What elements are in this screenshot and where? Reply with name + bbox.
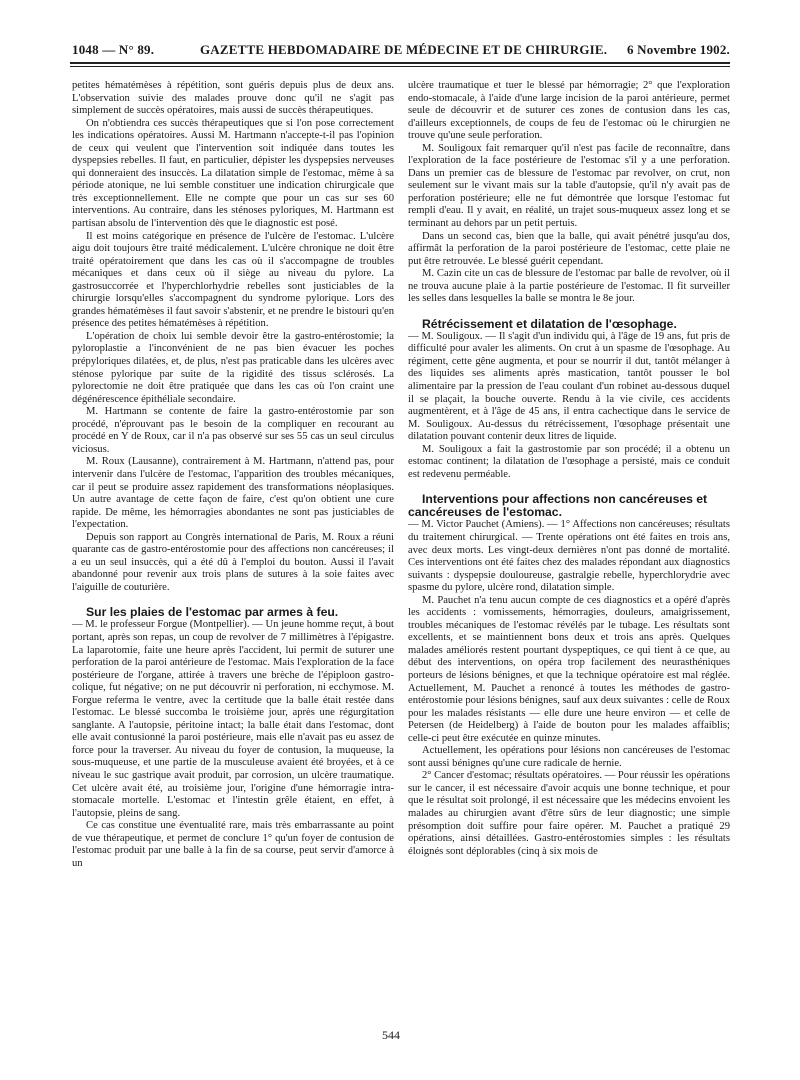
paragraph: Ce cas constitue une éventualité rare, mais très embarrassante au point de vue thérapeutique, et permet de conclure 1° qu'un foyer de contusion de l'estomac produit par une balle à la fin de sa course, peut servir d'amorce à un	[72, 820, 394, 869]
section-heading-oesophagus: Rétrécissement et dilatation de l'œsophage.	[422, 316, 677, 331]
paragraph: M. Hartmann se contente de faire la gastro-entérostomie par son procédé, n'éprouvant pas le besoin de la compliquer en recourant au procédé en Y de Roux, car il n'a pas observé sur ses 55 cas un seul circulus viciosus.	[72, 406, 394, 455]
paragraph: petites hématémèses à répétition, sont guéris depuis plus de deux ans. L'observation suivie des malades prouve donc qu'il ne s'agit pas simplement de succès opératoires, mais aussi de succès thérapeutiques.	[72, 80, 394, 117]
journal-title: GAZETTE HEBDOMADAIRE DE MÉDECINE ET DE CHIRURGIE.	[200, 42, 608, 57]
paragraph: — M. Souligoux. — Il s'agit d'un individu qui, à l'âge de 19 ans, fut pris de difficulté pour avaler les aliments. On crut à un spasme de l'œsophage. Au régiment, cette gêne augmenta, et pour se nourrir il dut, tantôt mélanger à des liquides ses aliments après mastication, tantôt pousser le bol alimentaire par la pression de l'eau coulant d'un robinet au-dessous duquel il se plaçait, la bouche ouverte. Rendu à la vie civile, ces accidents augmentèrent, et à l'âge de 45 ans, il entra cachectique dans le service de M. Souligoux. Au-dessus du rétrécissement, l'œsophage présentait une dilatation pouvant contenir deux litres de liquide.	[408, 330, 730, 443]
paragraph: On n'obtiendra ces succès thérapeutiques que si l'on pose correctement les indications opératoires. Aussi M. Hartmann n'accepte-t-il pas l'opinion de ceux qui veulent que l'intervention soit indiquée dans toutes les dyspepsies rebelles. Il faut, en particulier, dépister les dyspepsies nerveuses qui donneraient des insuccès. La dilatation simple de l'estomac, même à sa période atonique, ne lui semble constituer une indication chirurgicale que très exceptionnellement. Elle ne compte que pour un cas sur ses 60 interventions. Au contraire, dans les sténoses pyloriques, M. Hartmann est partisan absolu de l'intervention dès que le diagnostic est posé.	[72, 117, 394, 230]
paragraph: Depuis son rapport au Congrès international de Paris, M. Roux a réuni quarante cas de gastro-entérostomie pour des affections non cancéreuses; il a eu un seul insuccès, qui a été dû à l'emploi du bouton. Aussi il l'avait abandonné pour revenir aux trois plans de sutures à la soie faites avec l'aiguille de couturière.	[72, 531, 394, 593]
section-heading-gunshot-wounds: Sur les plaies de l'estomac par armes à feu.	[86, 605, 339, 620]
issue-number: 1048 — N° 89.	[72, 42, 155, 57]
right-column	[408, 80, 730, 858]
issue-date: 6 Novembre 1902.	[627, 42, 730, 57]
paragraph: — M. Victor Pauchet (Amiens). — 1° Affections non cancéreuses; résultats du traitement chirurgical. — Trente opérations ont été faites en trois ans, avec deux morts. Les vingt-deux dernières n'ont pas donné de mortalité. Ces interventions ont été faites chez des malades répondant aux diagnostics suivants : dyspepsie douloureuse, gastralgie rebelle, hyperchlorydrie avec spasme du pylore, ulcère rond, dilatation simple.	[408, 519, 730, 594]
paragraph: 2° Cancer d'estomac; résultats opératoires. — Pour réussir les opérations sur le cancer, il est nécessaire d'avoir acquis une bonne technique, et pour que le résultat soit prolongé, il est nécessaire que les médecins envoient les malades au chirurgien avant d'être sûrs de leur diagnostic; une simple présomption doit suffire pour faire opérer. M. Pauchet a pratiqué 29 opérations, ainsi détaillées. Gastro-entérostomies simples : les résultats éloignés sont déplorables (cinq à six mois de	[408, 770, 730, 857]
left-column	[72, 80, 394, 870]
paragraph: ulcère traumatique et tuer le blessé par hémorragie; 2° que l'exploration endo-stomacale, à l'aide d'une large incision de la paroi antérieure, permet seule de découvrir et de suturer ces zones de contusion dans les cas, d'ailleurs exceptionnels, de coups de feu de l'estomac où le chirurgien ne trouve qu'une seule perforation.	[408, 80, 730, 142]
page-number: 544	[382, 1028, 400, 1042]
header-rule-thin	[70, 66, 730, 67]
paragraph: Actuellement, les opérations pour lésions non cancéreuses de l'estomac sont aussi bénignes qu'une cure radicale de hernie.	[408, 745, 730, 769]
running-header	[70, 42, 730, 64]
section-heading-stomach-interventions: Interventions pour affections non cancéreuses et cancéreuses de l'estomac.	[408, 492, 708, 520]
paragraph: M. Souligoux fait remarquer qu'il n'est pas facile de reconnaître, dans l'exploration de la face postérieure de l'estomac s'il y a une perforation. Dans un premier cas de blessure de l'estomac par revolver, on crut, non seulement sur le vivant mais sur la table d'autopsie, qu'il n'y avait pas de perforation postérieure; elle ne fut démontrée que lorsque l'estomac fut rempli d'eau. Il y avait, en réalité, un trajet sous-muqueux assez long et se terminant au dehors par un petit pertuis.	[408, 142, 730, 230]
paragraph: Dans un second cas, bien que la balle, qui avait pénétré jusqu'au dos, affirmât la perforation de la paroi postérieure de l'estomac, cette plaie ne put être retrouvée. Le blessé guérit cependant.	[408, 230, 730, 267]
paragraph: M. Souligoux a fait la gastrostomie par son procédé; il a obtenu un estomac continent; la dilatation de l'œsophage a persisté, mais ce conduit est redevenu perméable.	[408, 443, 730, 480]
paragraph: M. Pauchet n'a tenu aucun compte de ces diagnostics et a opéré d'après les accidents : vomissements, hémorragies, douleurs, amaigrissement, troubles mécaniques de l'estomac révélés par le tubage. Les résultats sont excellents, et se maintiennent bons deux et trois ans après. Quelques malades améliorés restent pourtant dyspeptiques, ce qui tient à ce que, au début des interventions, on opéra trop facilement des neurasthéniques porteurs de lésions bénignes, et que la technique opératoire est mal réglée. Actuellement, M. Pauchet a renoncé à toutes les méthodes de gastro-entérostomie pour lésions bénignes, sauf aux deux suivantes : celle de Roux pour les malades résistants — elle dure une heure environ — et celle de Petersen (de Heidelberg) à l'aide de bouton pour les malades affaiblis; celle-ci peut être exécutée en quinze minutes.	[408, 594, 730, 744]
header-rule-thick	[70, 62, 730, 64]
paragraph: M. Roux (Lausanne), contrairement à M. Hartmann, n'attend pas, pour intervenir dans l'ulcère de l'estomac, l'apparition des troubles mécaniques, car il peut se produire assez rapidement des transformations néoplasiques. Un autre avantage de cette façon de faire, c'est qu'on obtient une cure rapide. De même, les hémorragies abondantes ne sont pas justiciables de l'expectation.	[72, 456, 394, 531]
paragraph: M. Cazin cite un cas de blessure de l'estomac par balle de revolver, où il ne trouva aucune plaie à la partie postérieure de l'estomac. Il fit surveiller les selles dans lesquelles la balle se montra le 8e jour.	[408, 268, 730, 305]
paragraph: Il est moins catégorique en présence de l'ulcère de l'estomac. L'ulcère aigu doit toujours être traité médicalement. L'ulcère chronique ne doit être traité opératoirement que dans les cas où il s'accompagne de troubles mécaniques et dans ceux où il siège au niveau du pylore. La gastrosuccorrée et l'hyperchlorhydrie rebelles sont justiciables de la chirurgie lorsqu'elles s'accompagnent du syndrome pylorique. Lors des grandes hématémèses il faut savoir s'abstenir, et ne prendre le bistouri qu'en présence des petites hématémèses à répétition.	[72, 230, 394, 330]
paragraph: L'opération de choix lui semble devoir être la gastro-entérostomie; la pyloroplastie a l'inconvénient de ne pas bien évacuer les poches prépyloriques dilatées, et, de plus, n'est pas praticable dans les ulcères avec sténose pylorique par suite de la rigidité des tissus sclérosés. La pylorectomie ne doit être pratiquée que dans les cas où l'on craint une dégénérescence épithéliale secondaire.	[72, 330, 394, 405]
paragraph: — M. le professeur Forgue (Montpellier). — Un jeune homme reçut, à bout portant, après son repas, un coup de revolver de 7 millimètres à l'épigastre. La laparotomie, faite une heure après l'accident, lui permit de suturer une perforation de la paroi antérieure de l'estomac. Mais l'exploration de la face postérieure de l'organe, attirée à travers une brèche de l'épiploon gastro-colique, fut négative; on ne put découvrir ni perforation, ni ecchymose. M. Forgue referma le ventre, avec la certitude que la balle était restée dans l'estomac. Le blessé succomba le troisième jour, après une régurgitation sanglante. A l'autopsie, péritoine intact; la balle était dans l'estomac, dont elle avait contusionné la paroi postérieure, mais elle n'avait pas eu assez de force pour la traverser. Au niveau du foyer de contusion, la muqueuse, la sous-muqueuse, et une partie de la musculeuse avaient été broyées, et à ce niveau le suc gastrique avait produit, par corrosion, un ulcère traumatique. Cet ulcère avait été, au troisième jour, l'origine d'une hémorragie intra-stomacale mortelle. L'estomac et l'intestin grêle étaient, en effet, à l'autopsie, pleins de sang.	[72, 619, 394, 819]
